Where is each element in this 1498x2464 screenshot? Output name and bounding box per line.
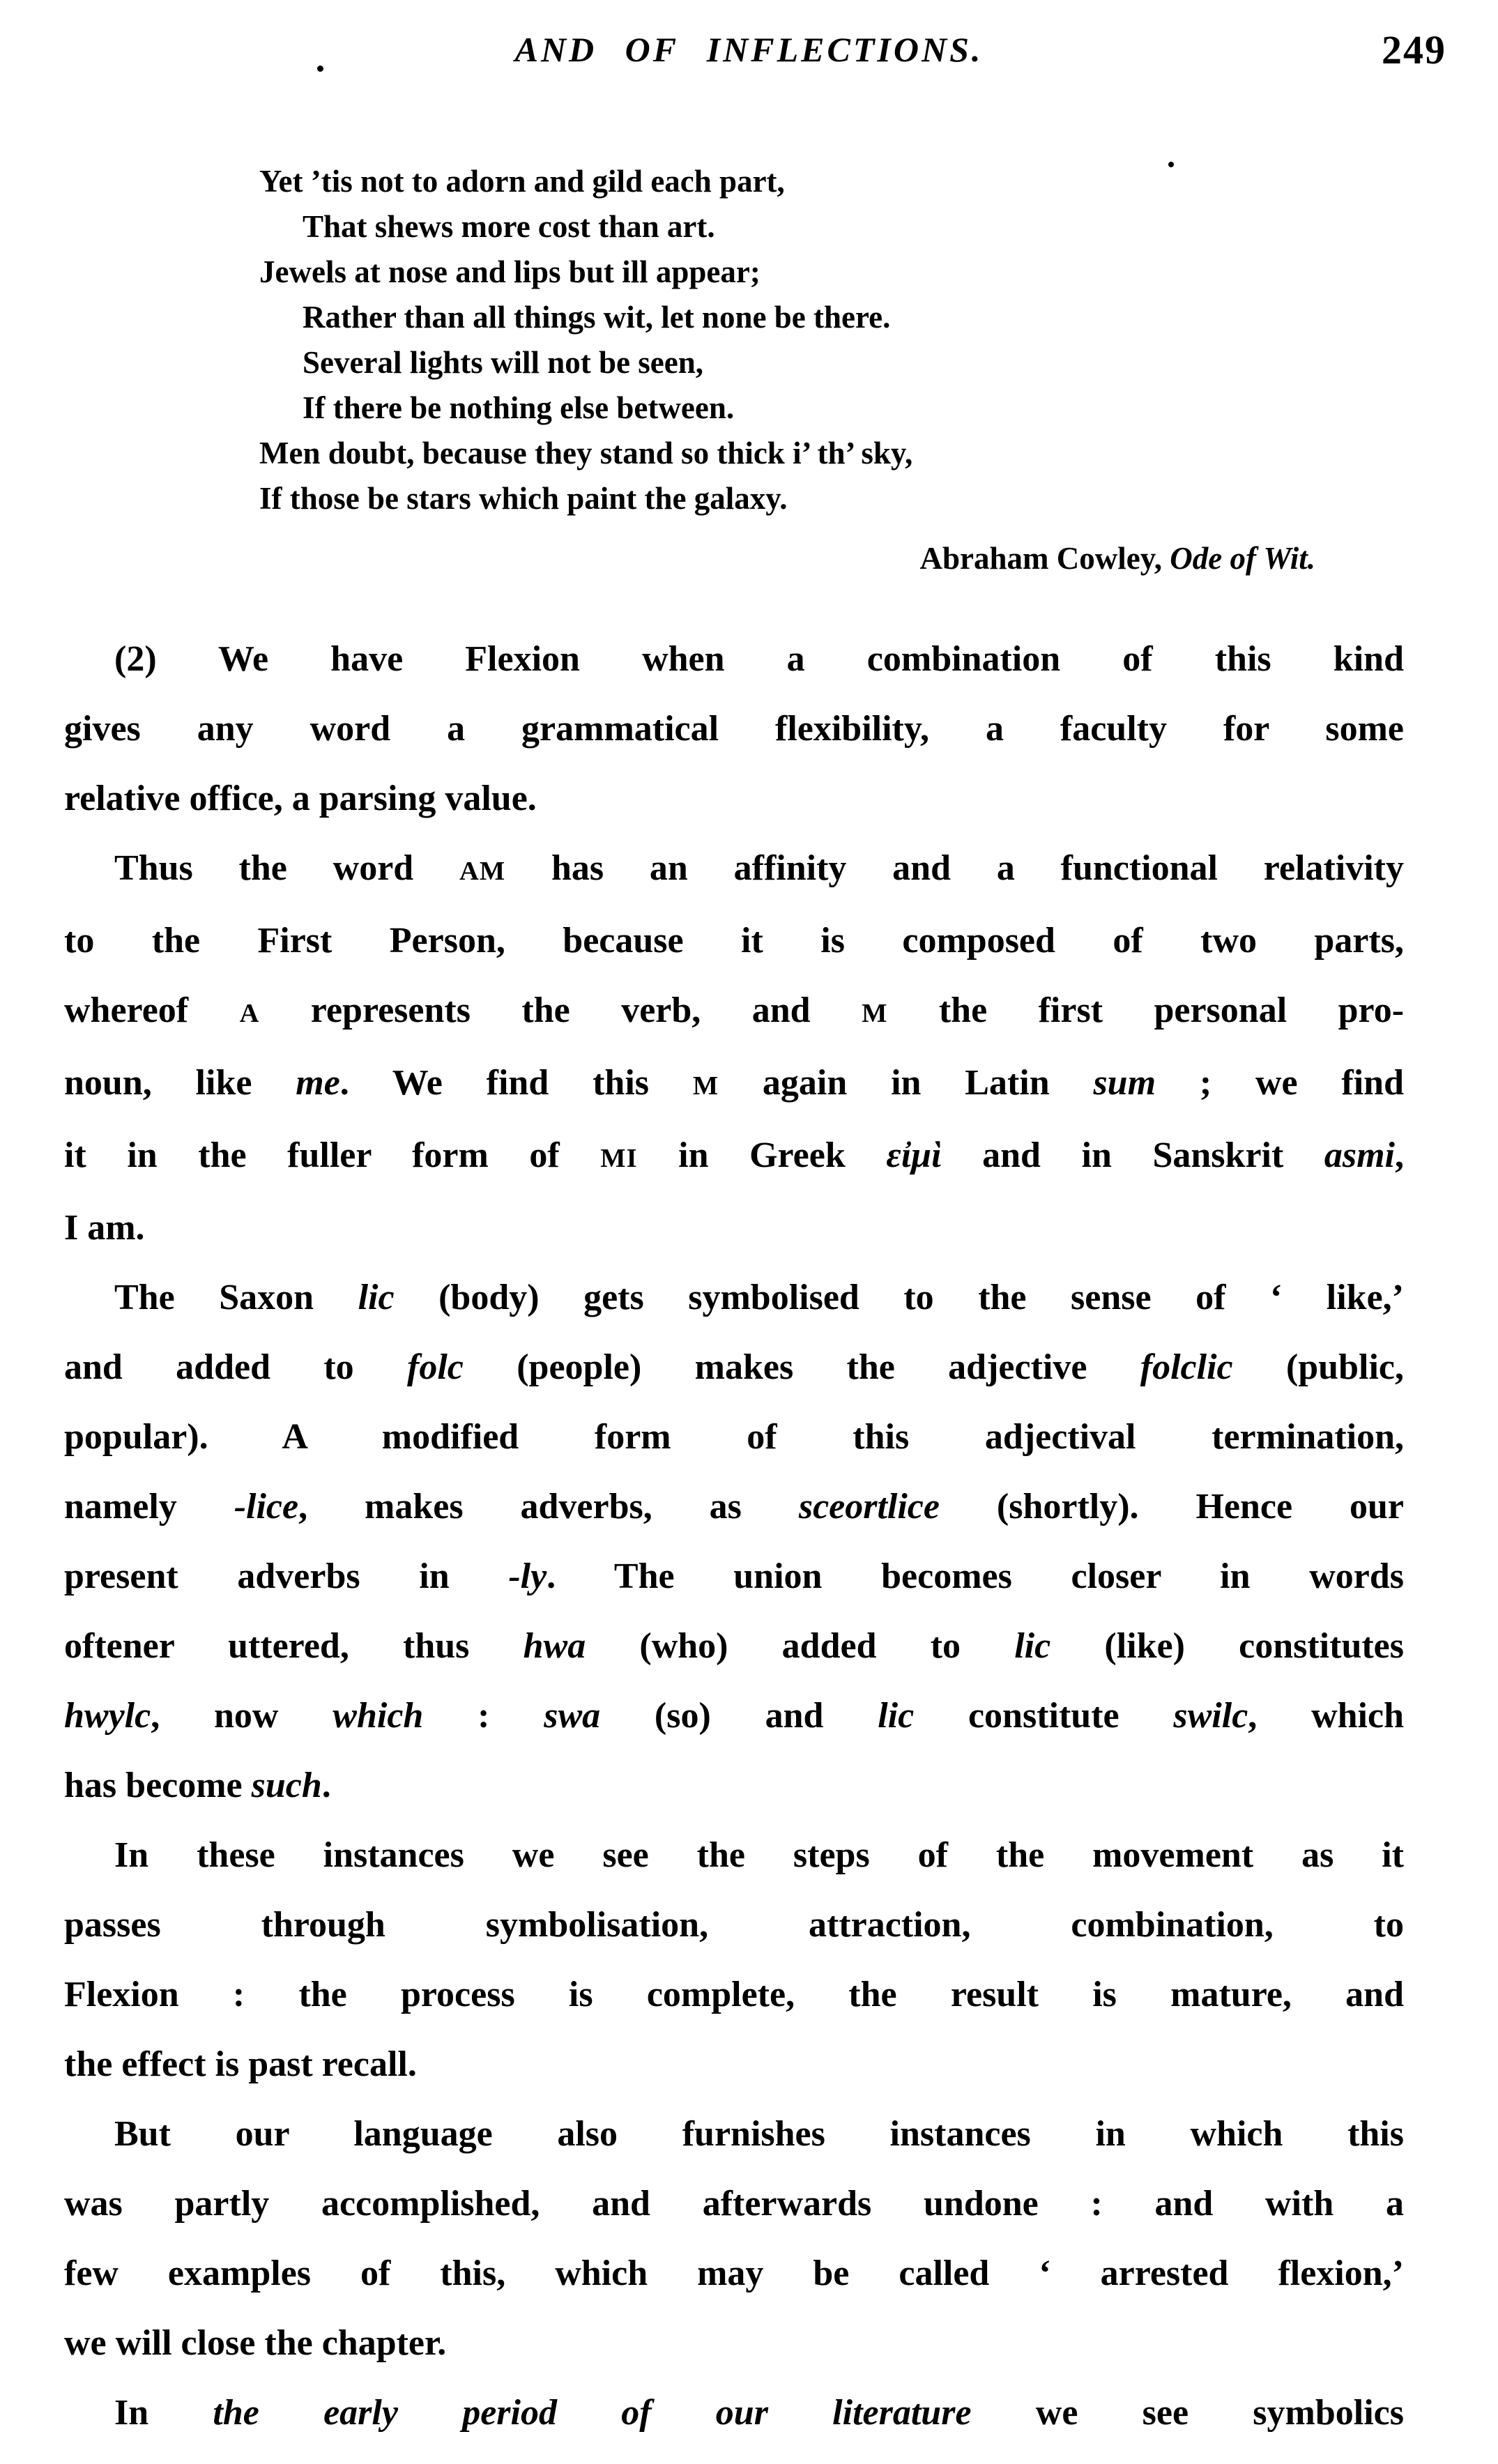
text-segment: (shortly). Hence our	[939, 1487, 1404, 1526]
text-line	[64, 625, 1404, 694]
text-segment: . The union becomes closer in words	[547, 1556, 1404, 1596]
text-line	[64, 2239, 1404, 2309]
smallcaps-text: AM	[459, 857, 506, 886]
italic-text: sum	[1093, 1063, 1156, 1103]
italic-text: sceortlice	[798, 1487, 940, 1526]
text-segment: the effect is past recall.	[64, 2044, 417, 2084]
text-line	[64, 1542, 1404, 1612]
text-line	[64, 1890, 1404, 1960]
text-line	[64, 906, 1404, 976]
italic-text: -lice	[234, 1487, 299, 1526]
text-segment: .	[321, 1766, 331, 1805]
text-segment: and added to	[64, 1347, 408, 1387]
smallcaps-text: MI	[600, 1144, 638, 1173]
paragraph	[64, 625, 1404, 834]
text-segment: , makes adverbs, as	[298, 1487, 799, 1526]
text-segment: (people) makes the adjective	[463, 1347, 1140, 1387]
text-segment: we will close the chapter.	[64, 2323, 447, 2363]
text-segment: The Saxon	[114, 1278, 358, 1317]
text-line	[64, 834, 1404, 906]
page-header-title: AND OF INFLECTIONS.	[514, 30, 984, 69]
italic-text: which	[333, 1696, 424, 1736]
text-segment: :	[423, 1696, 544, 1736]
italic-text: hwa	[523, 1626, 586, 1666]
text-segment: relative office, a parsing value.	[64, 779, 537, 818]
text-segment: has an affinity and a functional relativity	[505, 848, 1404, 888]
text-segment: has become	[64, 1766, 252, 1805]
italic-text: me	[296, 1063, 340, 1103]
smallcaps-text: M	[692, 1071, 719, 1101]
text-segment: it in the fuller form of	[64, 1135, 601, 1175]
text-line	[64, 2099, 1404, 2169]
italic-text: swilc	[1173, 1696, 1248, 1736]
text-segment: passes through symbolisation, attraction, combination, to	[64, 1905, 1404, 1945]
paragraph	[64, 1821, 1404, 2099]
italic-text: asmi	[1324, 1135, 1396, 1175]
text-segment: (public,	[1232, 1347, 1405, 1387]
text-segment: represents the verb, and	[259, 990, 862, 1030]
text-segment: (who) added to	[586, 1626, 1015, 1666]
text-line	[64, 764, 1404, 834]
text-segment: again in Latin	[719, 1063, 1094, 1103]
text-segment: namely	[64, 1487, 234, 1526]
text-segment: , now	[151, 1696, 333, 1736]
text-segment: few examples of this, which may be called ‘ arrested flexion,’	[64, 2253, 1404, 2293]
poem-line: Men doubt, because they stand so thick i’ th’ sky,	[259, 436, 913, 470]
poem-attribution	[920, 540, 1316, 576]
text-line	[64, 1121, 1404, 1193]
text-line	[64, 1751, 1404, 1821]
poem-line: Several lights will not be seen,	[303, 345, 703, 380]
text-segment: (like) constitutes	[1050, 1626, 1404, 1666]
paragraph	[64, 1263, 1404, 1821]
text-segment: we see symbolics	[971, 2393, 1404, 2433]
text-segment: popular). A modified form of this adjectival termination,	[64, 1417, 1404, 1457]
text-line	[64, 976, 1404, 1048]
poem-line: Yet ’tis not to adorn and gild each part,	[259, 164, 785, 199]
text-segment: . We find this	[339, 1063, 693, 1103]
italic-text: lic	[878, 1696, 915, 1736]
text-segment: Thus the word	[114, 848, 460, 888]
text-segment: to the First Person, because it is composed of two parts,	[64, 921, 1404, 961]
text-line	[64, 1821, 1404, 1890]
italic-text: -ly	[508, 1556, 547, 1596]
smallcaps-text: M	[862, 999, 888, 1028]
italic-text: lic	[358, 1278, 395, 1317]
text-segment: (2) We have Flexion when a combination of this kind	[114, 639, 1404, 679]
text-line	[64, 1333, 1404, 1402]
italic-text: the early period of our literature	[213, 2393, 972, 2433]
text-segment: I am.	[64, 1208, 145, 1248]
page-number: 249	[1382, 27, 1446, 72]
text-line	[64, 1472, 1404, 1542]
poem-line: Jewels at nose and lips but ill appear;	[259, 254, 761, 289]
text-segment: oftener uttered, thus	[64, 1626, 523, 1666]
text-line	[64, 1263, 1404, 1333]
text-segment: the first personal pro-	[887, 990, 1405, 1030]
body-text	[64, 625, 1404, 2448]
text-segment: , which	[1248, 1696, 1404, 1736]
text-segment: in Greek	[637, 1135, 887, 1175]
italic-text: hwylc	[64, 1696, 151, 1736]
text-segment: In these instances we see the steps of the movement as it	[114, 1835, 1404, 1875]
text-line	[64, 1960, 1404, 2030]
text-segment: and in Sanskrit	[941, 1135, 1324, 1175]
text-segment: gives any word a grammatical flexibility, a faculty for some	[64, 709, 1404, 749]
text-segment: was partly accomplished, and afterwards undone : and with a	[64, 2184, 1404, 2224]
text-segment: whereof	[64, 990, 240, 1030]
poem-line: That shews more cost than art.	[303, 209, 715, 244]
text-segment: In	[114, 2393, 213, 2433]
text-segment: But our language also furnishes instances in which this	[114, 2114, 1404, 2154]
ink-speck	[317, 66, 323, 72]
text-segment: present adverbs in	[64, 1556, 509, 1596]
paragraph	[64, 2378, 1404, 2448]
text-segment: noun, like	[64, 1063, 296, 1103]
text-segment: ; we find	[1156, 1063, 1405, 1103]
text-line	[64, 694, 1404, 764]
italic-text: folclic	[1140, 1347, 1233, 1387]
poem-line: If there be nothing else between.	[303, 390, 735, 425]
text-segment: ,	[1395, 1135, 1405, 1175]
text-line	[64, 2309, 1404, 2378]
text-line	[64, 1681, 1404, 1751]
text-segment: Flexion : the process is complete, the result is mature, and	[64, 1975, 1404, 2014]
text-line	[64, 1612, 1404, 1681]
italic-text: lic	[1014, 1626, 1051, 1666]
running-header	[0, 29, 1498, 70]
poem-line: Rather than all things wit, let none be there.	[303, 300, 891, 335]
poem-line: If those be stars which paint the galaxy.	[259, 481, 788, 516]
italic-text: εἰμὶ	[886, 1135, 942, 1175]
text-line	[64, 2030, 1404, 2099]
text-segment: (so) and	[600, 1696, 878, 1736]
italic-text: swa	[544, 1696, 601, 1736]
text-line	[64, 2378, 1404, 2448]
italic-text: folc	[407, 1347, 464, 1387]
text-line	[64, 1193, 1404, 1263]
ink-speck	[1168, 162, 1174, 167]
italic-text: Ode of Wit.	[1170, 541, 1315, 576]
text-line	[64, 1048, 1404, 1121]
text-segment: constitute	[914, 1696, 1174, 1736]
italic-text: such	[251, 1766, 322, 1805]
text-line	[64, 2169, 1404, 2239]
text-line	[64, 1402, 1404, 1472]
paragraph	[64, 834, 1404, 1263]
text-segment: (body) gets symbolised to the sense of ‘ like,’	[394, 1278, 1404, 1317]
smallcaps-text: A	[239, 999, 260, 1028]
poem-quote	[259, 159, 912, 521]
paragraph	[64, 2099, 1404, 2378]
text-segment: Abraham Cowley,	[919, 541, 1170, 576]
